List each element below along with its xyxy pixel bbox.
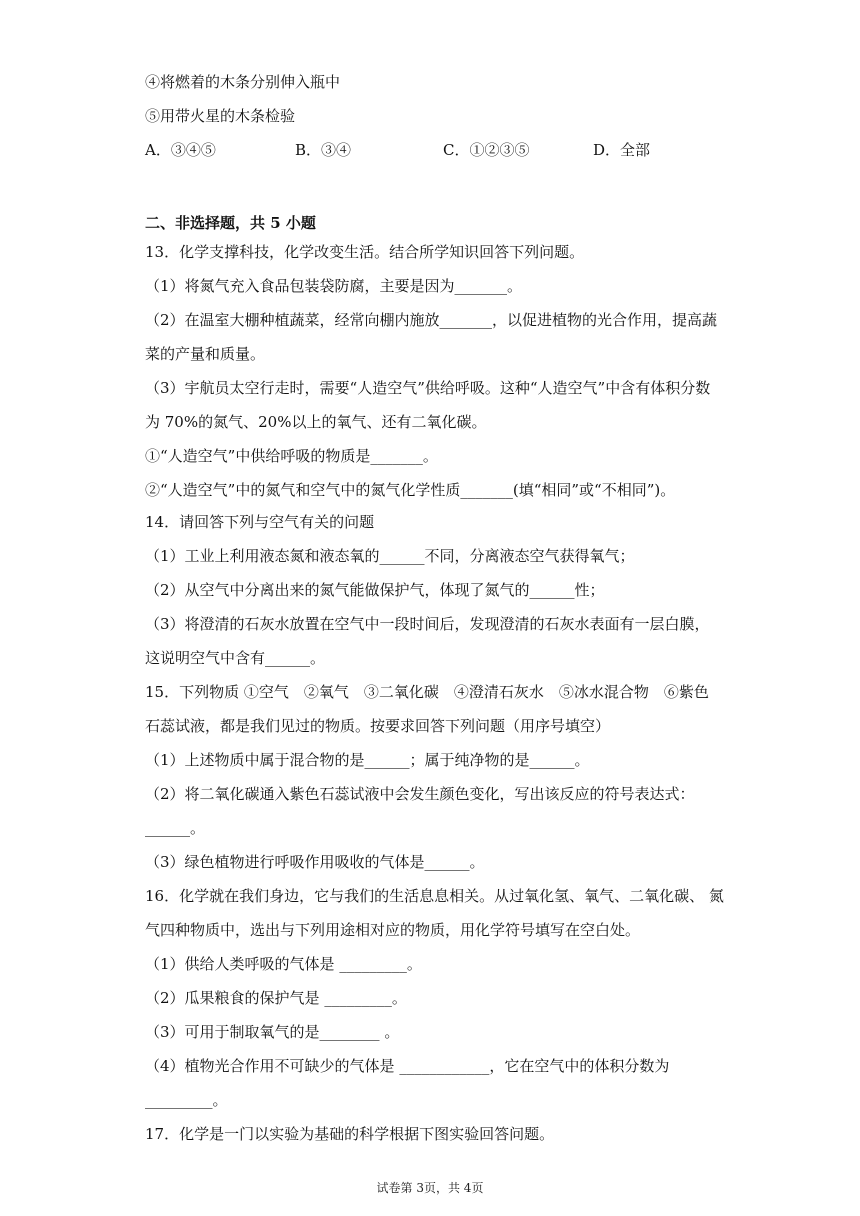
- option-step-5: ⑤用带火星的木条检验: [145, 107, 296, 125]
- option-step-4: ④将燃着的木条分别伸入瓶中: [145, 73, 341, 91]
- option-d: D．全部: [593, 141, 651, 159]
- q16-part-4-cont: _________。: [145, 1091, 228, 1109]
- q16-part-3: （3）可用于制取氧气的是________ 。: [145, 1023, 400, 1041]
- q13-part-1: （1）将氮气充入食品包装袋防腐，主要是因为_______。: [145, 277, 523, 295]
- q13-part-2-cont: 菜的产量和质量。: [145, 345, 266, 363]
- q14-part-3-cont: 这说明空气中含有______。: [145, 649, 326, 667]
- q15-part-3: （3）绿色植物进行呼吸作用吸收的气体是______。: [145, 853, 485, 871]
- q14-part-3: （3）将澄清的石灰水放置在空气中一段时间后，发现澄清的石灰水表面有一层白膜，: [145, 615, 710, 633]
- q13-sub-1: ①“人造空气”中供给呼吸的物质是_______。: [145, 447, 438, 465]
- q16-stem-cont: 气四种物质中，选出与下列用途相对应的物质，用化学符号填写在空白处。: [145, 921, 641, 939]
- q16-stem: 16．化学就在我们身边，它与我们的生活息息相关。从过氧化氢、氧气、二氧化碳、 氮: [145, 887, 724, 905]
- q17-stem: 17．化学是一门以实验为基础的科学根据下图实验回答问题。: [145, 1125, 555, 1143]
- q15-stem-cont: 石蕊试液，都是我们见过的物质。按要求回答下列问题（用序号填空）: [145, 717, 611, 735]
- q15-part-2: （2）将二氧化碳通入紫色石蕊试液中会发生颜色变化，写出该反应的符号表达式：: [145, 785, 695, 803]
- q16-part-2: （2）瓜果粮食的保护气是 _________。: [145, 989, 407, 1007]
- q15-part-1: （1）上述物质中属于混合物的是______；属于纯净物的是______。: [145, 751, 590, 769]
- q14-stem: 14．请回答下列与空气有关的问题: [145, 513, 375, 531]
- q13-part-2: （2）在温室大棚种植蔬菜，经常向棚内施放_______，以促进植物的光合作用，提高蔬: [145, 311, 718, 329]
- q13-sub-2: ②“人造空气”中的氮气和空气中的氮气化学性质_______(填“相同”或“不相同”)。: [145, 481, 676, 499]
- q13-part-3: （3）宇航员太空行走时，需要“人造空气”供给呼吸。这种“人造空气”中含有体积分数: [145, 379, 711, 397]
- q15-part-2-cont: ______。: [145, 819, 206, 837]
- section-title: 二、非选择题，共 5 小题: [145, 214, 316, 232]
- option-a: A．③④⑤: [145, 141, 216, 159]
- option-b: B．③④: [295, 141, 352, 159]
- option-c: C．①②③⑤: [443, 141, 530, 159]
- q14-part-2: （2）从空气中分离出来的氮气能做保护气，体现了氮气的______性；: [145, 581, 605, 599]
- q14-part-1: （1）工业上利用液态氮和液态氧的______不同，分离液态空气获得氧气；: [145, 547, 635, 565]
- q15-stem: 15．下列物质 ①空气 ②氧气 ③二氧化碳 ④澄清石灰水 ⑤冰水混合物 ⑥紫色: [145, 683, 709, 701]
- q16-part-4: （4）植物光合作用不可缺少的气体是 ____________，它在空气中的体积分数为: [145, 1057, 670, 1075]
- q13-stem: 13．化学支撑科技，化学改变生活。结合所学知识回答下列问题。: [145, 243, 585, 261]
- q16-part-1: （1）供给人类呼吸的气体是 _________。: [145, 955, 422, 973]
- page-footer: 试卷第 3页，共 4页: [376, 1181, 484, 1195]
- q13-part-3-cont: 为 70%的氮气、20%以上的氧气、还有二氧化碳。: [145, 413, 487, 431]
